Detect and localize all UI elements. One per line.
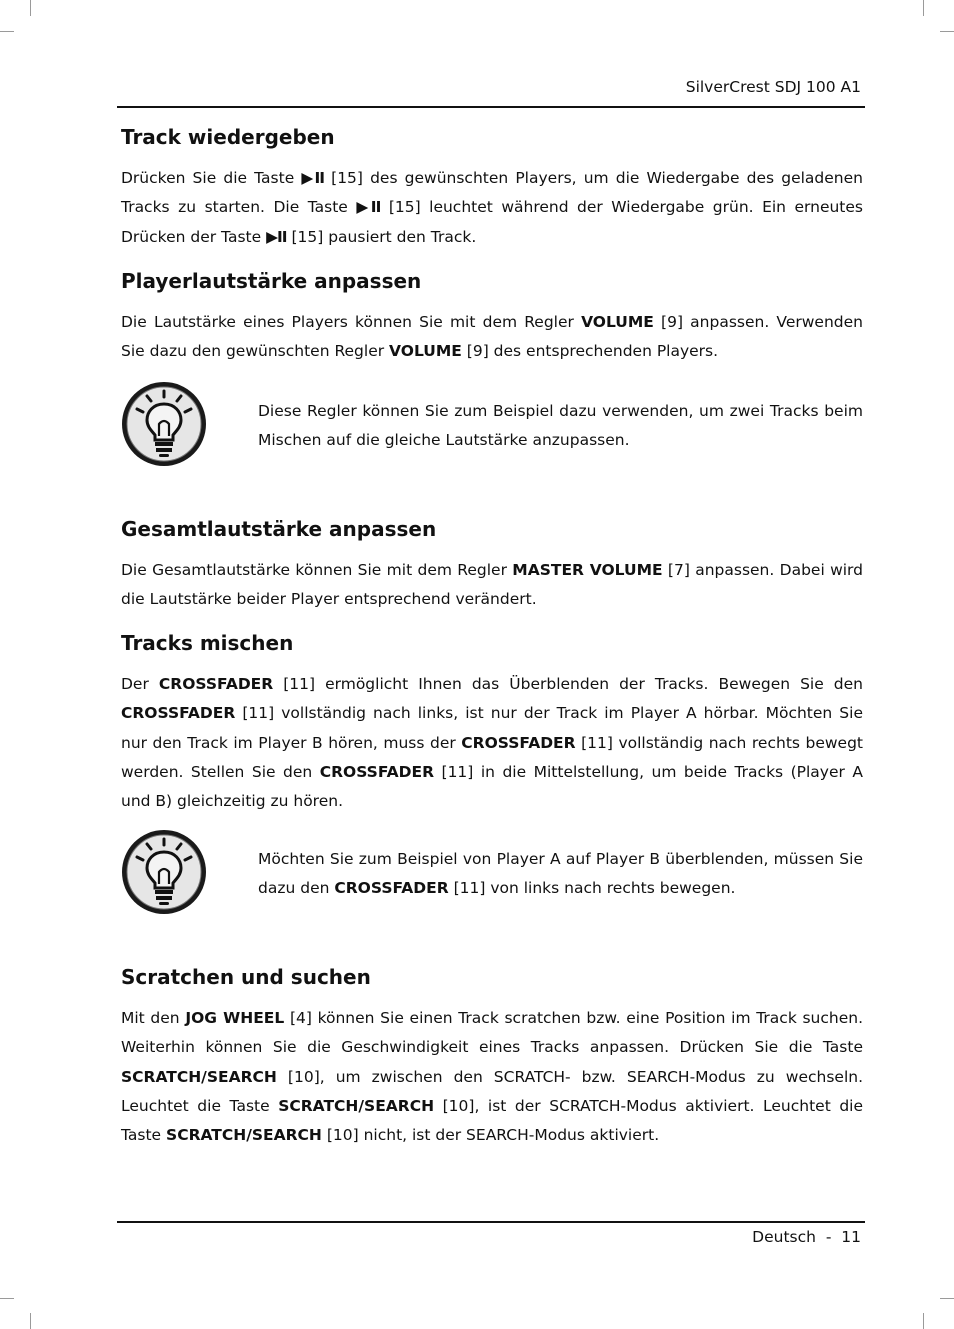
crop-mark (30, 1313, 31, 1329)
crop-mark (0, 31, 14, 32)
crop-mark (0, 1298, 14, 1299)
footer-language: Deutsch (752, 1228, 816, 1246)
play-pause-icon: ▶II (301, 169, 325, 187)
crop-mark (940, 1298, 954, 1299)
page-number: 11 (841, 1228, 861, 1246)
play-pause-icon: ▶II (266, 227, 287, 246)
paragraph-scratchen: Mit den JOG WHEEL [4] können Sie einen Track scratchen bzw. eine Position im Track suchen. Weiterhin können Sie die Geschwindigkeit eines Tracks anpassen. Drücken Sie die Taste SCRATCH/SEARCH [10], um zwischen den SCRATCH- bzw. SEARCH-Modus zu wechseln. Leuchtet die Taste SCRATCH/SEARCH [10], ist der SCRATCH-Modus aktiviert. Leuchtet die Taste SCRATCH/SEARCH [10] nicht, ist der SEARCH-Modus aktiviert. (121, 1009, 864, 1145)
section-title-scratchen: Scratchen und suchen (121, 965, 371, 989)
lightbulb-icon (120, 828, 208, 916)
section-title-playerlautstaerke: Playerlautstärke anpassen (121, 269, 422, 293)
footer-page-info (752, 1228, 861, 1246)
section-title-gesamtlautstaerke: Gesamtlautstärke anpassen (121, 517, 437, 541)
paragraph-gesamtlautstaerke: Die Gesamtlautstärke können Sie mit dem Regler MASTER VOLUME [7] anpassen. Dabei wird die Lautstärke beider Player entsprechend verändert. (121, 561, 863, 609)
paragraph-track-wiedergeben: Drücken Sie die Taste ▶II [15] des gewünschten Players, um die Wiedergabe des geladenen Tracks zu starten. Die Taste ▶II [15] leuchtet während der Wiedergabe grün. Ein erneutes Drücken der Taste ▶II [15] pausiert den Track. (121, 169, 863, 246)
footer-rule (117, 1221, 865, 1223)
crop-mark (940, 31, 954, 32)
lightbulb-icon (120, 380, 208, 468)
play-pause-icon: ▶II (356, 198, 381, 217)
paragraph-playerlautstaerke: Die Lautstärke eines Players können Sie mit dem Regler VOLUME [9] anpassen. Verwenden Sie dazu den gewünschten Regler VOLUME [9] des entsprechenden Players. (121, 313, 863, 361)
tip-playerlautstaerke: Diese Regler können Sie zum Beispiel dazu verwenden, um zwei Tracks beim Mischen auf die gleiche Lautstärke anzupassen. (258, 402, 863, 449)
header-product: SilverCrest SDJ 100 A1 (685, 78, 861, 96)
crop-mark (923, 0, 924, 16)
crop-mark (923, 1313, 924, 1329)
header-rule (117, 106, 865, 108)
paragraph-tracks-mischen: Der CROSSFADER [11] ermöglicht Ihnen das Überblenden der Tracks. Bewegen Sie den CROSSFADER [11] vollständig nach links, ist nur der Track im Player A hörbar. Möchten Sie nur den Track im Player B hören, muss der CROSSFADER [11] vollständig nach rechts bewegt werden. Stellen Sie den CROSSFADER [11] in die Mittelstellung, um beide Tracks (Player A und B) gleichzeitig zu hören. (121, 675, 864, 811)
crop-mark (30, 0, 31, 16)
section-title-tracks-mischen: Tracks mischen (121, 631, 294, 655)
footer-separator: - (825, 1228, 832, 1246)
section-title-track-wiedergeben: Track wiedergeben (121, 125, 335, 149)
tip-tracks-mischen: Möchten Sie zum Beispiel von Player A auf Player B überblenden, müssen Sie dazu den CROSSFADER [11] von links nach rechts bewegen. (258, 850, 863, 897)
